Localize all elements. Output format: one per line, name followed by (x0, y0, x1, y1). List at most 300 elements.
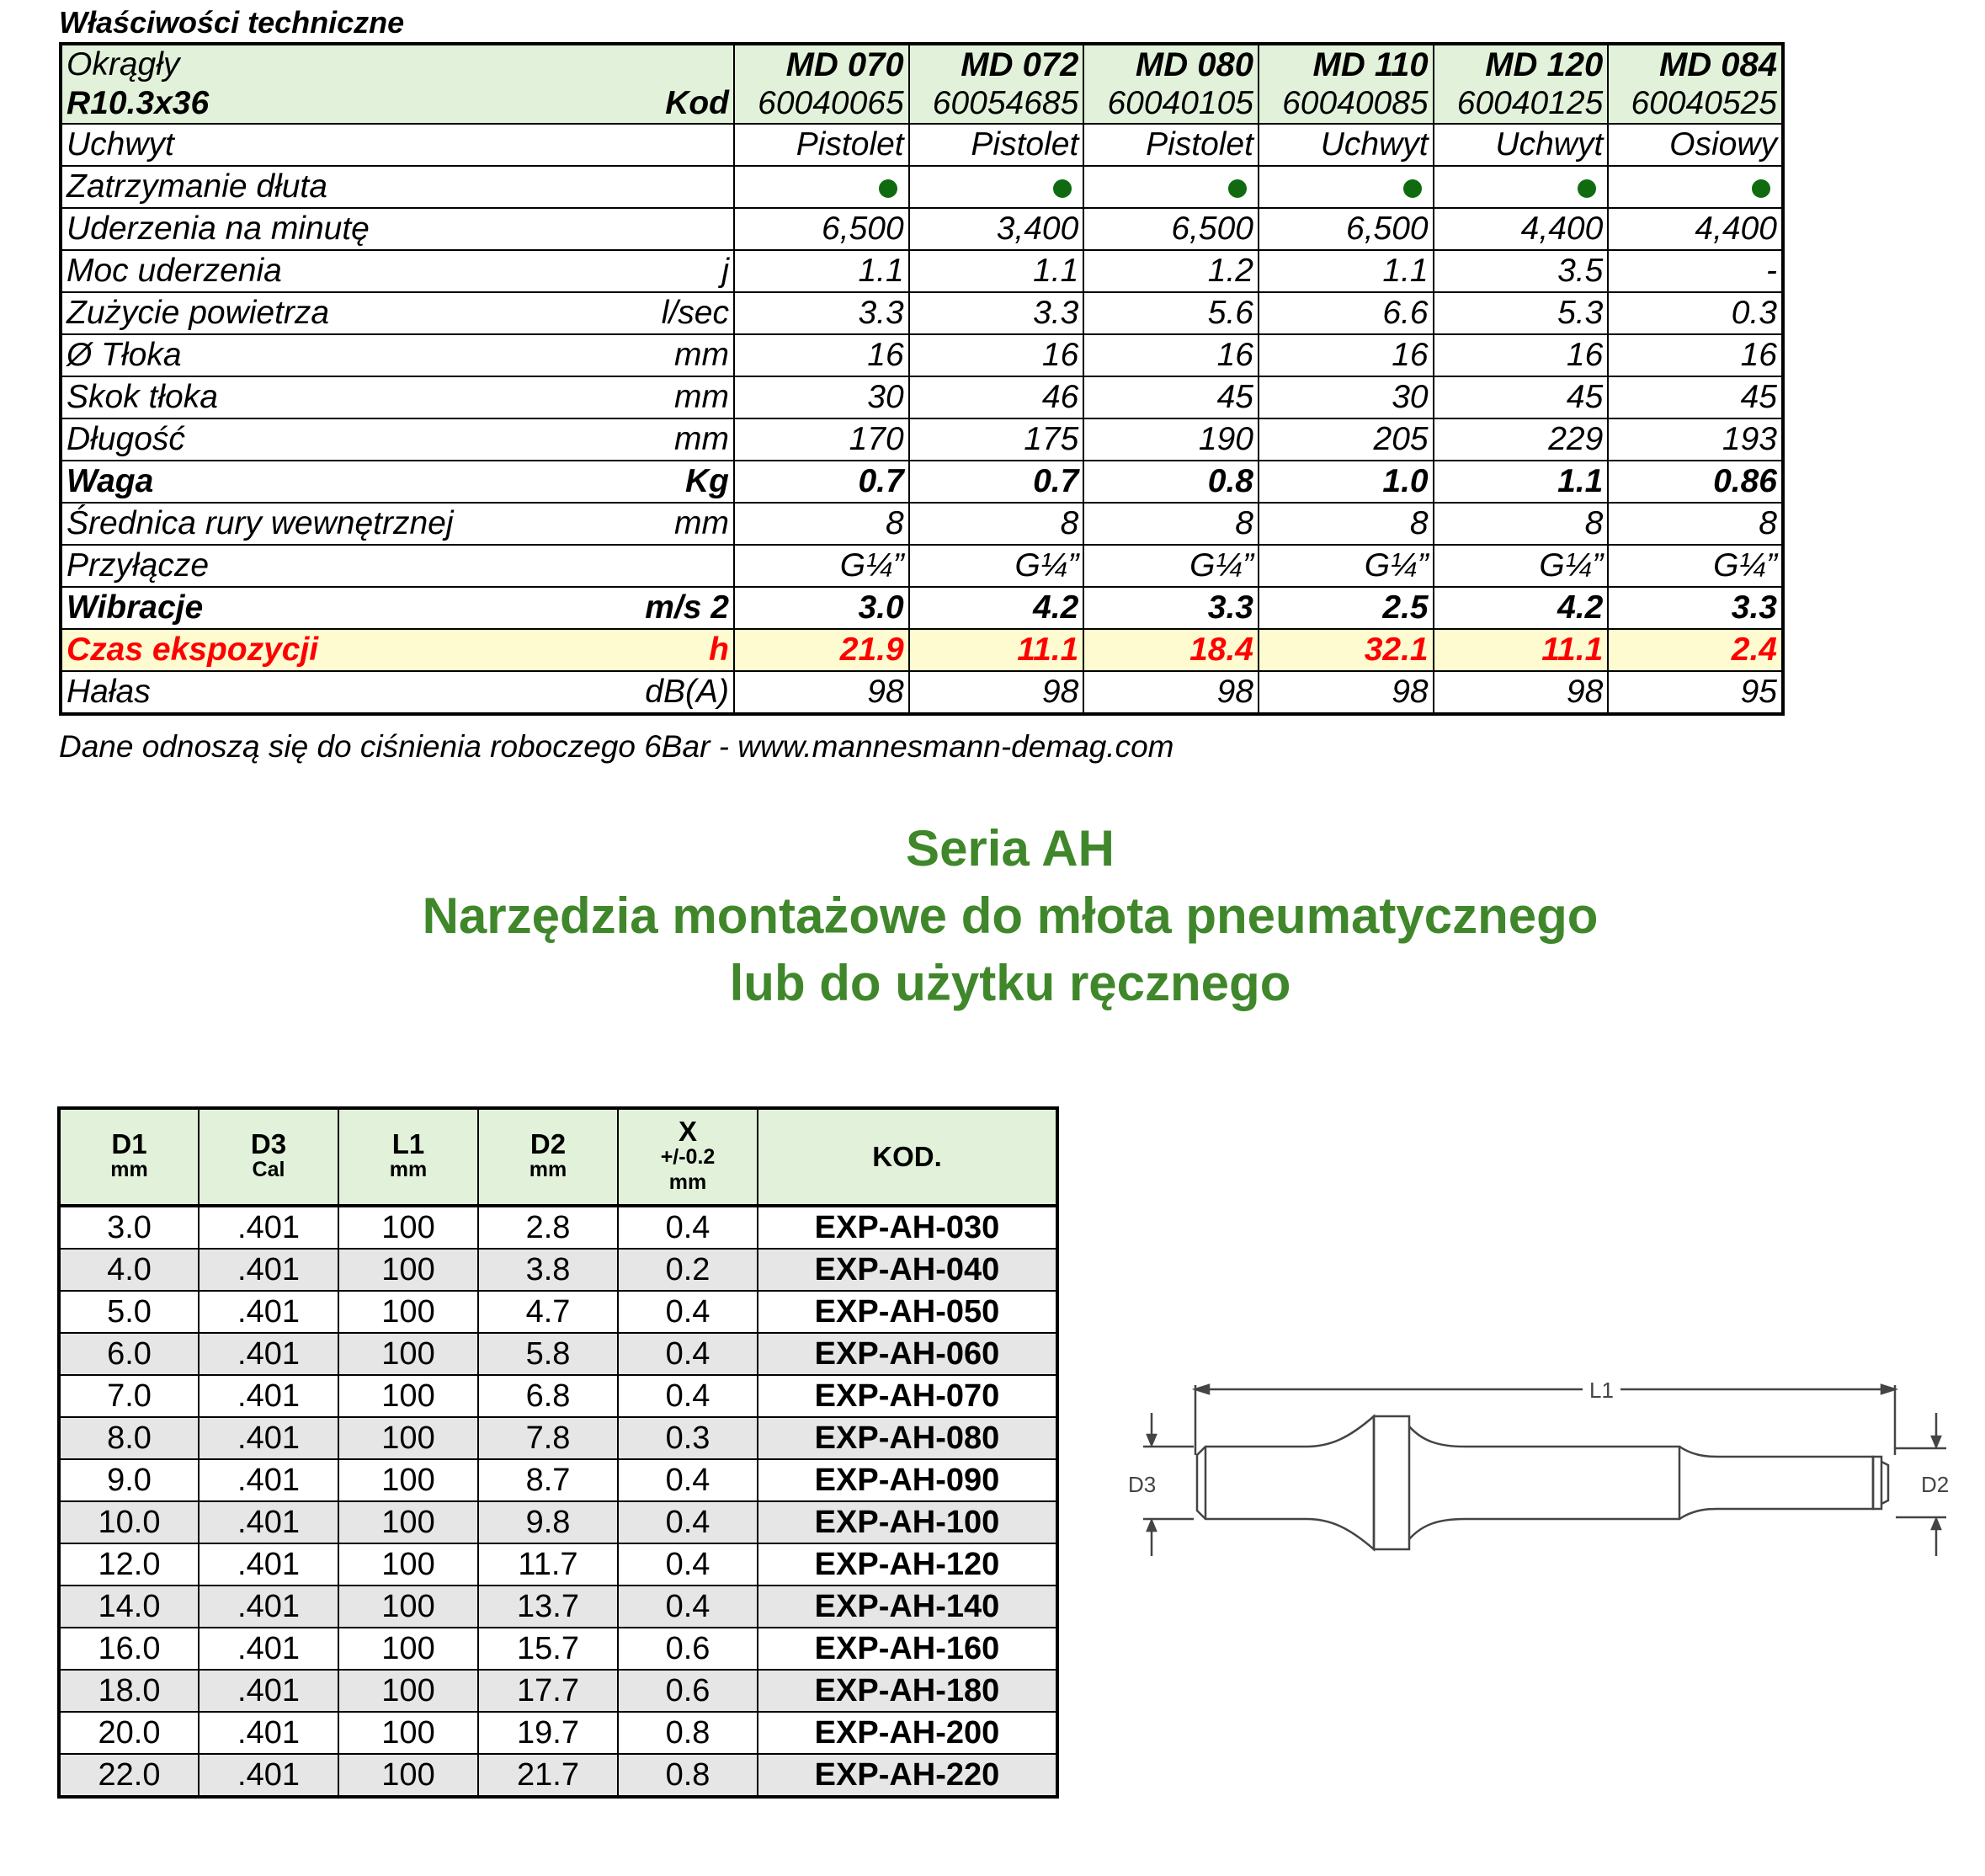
table-cell: 11.7 (478, 1543, 618, 1586)
ah-header-cell (59, 1108, 199, 1206)
table-cell: 18.0 (59, 1670, 199, 1712)
spec-row-label: Czas ekspozycji (67, 632, 319, 668)
spec-row-label: Moc uderzenia (67, 253, 282, 289)
table-cell: 0.4 (618, 1291, 758, 1333)
ah-header-title: D1 (111, 1128, 147, 1159)
spec-value: 3.5 (1434, 250, 1609, 292)
table-cell: 2.8 (478, 1206, 618, 1249)
table-cell: 0.6 (618, 1670, 758, 1712)
ah-header-unit: +/-0.2 (660, 1145, 716, 1169)
bullet-dot-icon (1403, 179, 1422, 198)
spec-row (61, 124, 1783, 166)
spec-row-unit: j (721, 253, 729, 289)
spec-value: 98 (1434, 671, 1609, 714)
spec-value: G¼” (909, 545, 1084, 587)
table-cell: 7.8 (478, 1417, 618, 1459)
spec-value: 170 (734, 418, 909, 461)
table-cell: .401 (199, 1291, 338, 1333)
table-cell: 6.8 (478, 1375, 618, 1417)
spec-row-label: Uderzenia na minutę (67, 211, 370, 247)
model-code: 60054685 (909, 84, 1084, 124)
spec-header-label-text: R10.3x36 (67, 85, 210, 121)
spec-row-label-wrap (67, 168, 729, 206)
spec-row-label-cell (61, 629, 734, 671)
spec-row-label: Wibracje (67, 589, 204, 626)
table-cell: 100 (338, 1501, 478, 1543)
spec-row-label-wrap (67, 546, 729, 585)
bullet-dot-icon (1752, 179, 1770, 198)
spec-row-unit: h (709, 632, 729, 668)
table-row (59, 1712, 1057, 1754)
spec-value: 32.1 (1259, 629, 1434, 671)
ah-header-unit-2: mm (668, 1170, 707, 1194)
table-cell: 0.2 (618, 1249, 758, 1291)
spec-value (734, 166, 909, 208)
ah-header-unit: Cal (252, 1158, 285, 1181)
spec-value: 98 (1083, 671, 1259, 714)
table-cell: 17.7 (478, 1670, 618, 1712)
model-name: MD 120 (1434, 44, 1609, 84)
table-cell: 0.8 (618, 1754, 758, 1797)
spec-value: 0.8 (1083, 461, 1259, 503)
product-code: EXP-AH-100 (758, 1501, 1057, 1543)
table-cell: .401 (199, 1375, 338, 1417)
spec-value: 16 (1259, 334, 1434, 376)
spec-header-models (61, 44, 1783, 84)
table-cell: 12.0 (59, 1543, 199, 1586)
spec-value: 45 (1083, 376, 1259, 418)
table-cell: .401 (199, 1206, 338, 1249)
spec-value: 0.86 (1608, 461, 1783, 503)
spec-value: 1.2 (1083, 250, 1259, 292)
spec-value: 45 (1608, 376, 1783, 418)
spec-row (61, 376, 1783, 418)
ah-table (57, 1106, 1059, 1799)
spec-row-label-wrap (67, 673, 729, 711)
spec-value: 16 (909, 334, 1084, 376)
table-cell: 0.4 (618, 1333, 758, 1375)
spec-value: 3.3 (1608, 587, 1783, 629)
spec-value: 11.1 (1434, 629, 1609, 671)
model-code: 60040065 (734, 84, 909, 124)
ah-header-cell (758, 1108, 1057, 1206)
table-cell: 100 (338, 1670, 478, 1712)
product-code: EXP-AH-080 (758, 1417, 1057, 1459)
spec-value (1608, 166, 1783, 208)
spec-row-label-wrap (67, 336, 729, 375)
spec-row-unit: Kg (685, 463, 729, 499)
spec-value: 18.4 (1083, 629, 1259, 671)
spec-value: G¼” (1434, 545, 1609, 587)
ah-header-unit: mm (389, 1158, 428, 1181)
table-row (59, 1291, 1057, 1333)
spec-value: 11.1 (909, 629, 1084, 671)
table-cell: 3.0 (59, 1206, 199, 1249)
table-cell: 0.6 (618, 1628, 758, 1670)
spec-row-unit: dB(A) (645, 674, 729, 710)
spec-value: 98 (734, 671, 909, 714)
spec-value: 0.3 (1608, 292, 1783, 334)
spec-value: 30 (734, 376, 909, 418)
table-cell: 9.8 (478, 1501, 618, 1543)
table-cell: 4.0 (59, 1249, 199, 1291)
spec-value: Pistolet (1083, 124, 1259, 166)
spec-row-label-wrap (67, 210, 729, 248)
model-name: MD 070 (734, 44, 909, 84)
table-row (59, 1586, 1057, 1628)
spec-value: 8 (909, 503, 1084, 545)
table-cell: 100 (338, 1628, 478, 1670)
spec-row-label-wrap (67, 504, 729, 543)
spec-row-label-cell (61, 503, 734, 545)
spec-value: 5.6 (1083, 292, 1259, 334)
spec-row (61, 334, 1783, 376)
spec-value: 6,500 (1083, 208, 1259, 250)
table-cell: 16.0 (59, 1628, 199, 1670)
table-cell: 3.8 (478, 1249, 618, 1291)
spec-value: 98 (1259, 671, 1434, 714)
product-code: EXP-AH-120 (758, 1543, 1057, 1586)
spec-value: 45 (1434, 376, 1609, 418)
spec-value: 3.0 (734, 587, 909, 629)
table-row (59, 1206, 1057, 1249)
table-cell: 8.7 (478, 1459, 618, 1501)
model-code: 60040125 (1434, 84, 1609, 124)
spec-value: 3,400 (909, 208, 1084, 250)
table-cell: 100 (338, 1586, 478, 1628)
spec-value: 16 (1083, 334, 1259, 376)
spec-value: 16 (734, 334, 909, 376)
table-cell: 0.8 (618, 1712, 758, 1754)
spec-value: 1.0 (1259, 461, 1434, 503)
model-name: MD 110 (1259, 44, 1434, 84)
product-code: EXP-AH-090 (758, 1459, 1057, 1501)
table-cell: 8.0 (59, 1417, 199, 1459)
spec-row-label-cell (61, 124, 734, 166)
table-cell: .401 (199, 1417, 338, 1459)
model-name: MD 072 (909, 44, 1084, 84)
heading-line-2: Narzędzia montażowe do młota pneumatycznego (422, 887, 1599, 944)
spec-value: 175 (909, 418, 1084, 461)
spec-row-label-cell (61, 334, 734, 376)
spec-value: Osiowy (1608, 124, 1783, 166)
table-cell: 100 (338, 1754, 478, 1797)
table-cell: .401 (199, 1501, 338, 1543)
footnote: Dane odnoszą się do ciśnienia roboczego 6Bar - www.mannesmann-demag.com (59, 729, 1174, 764)
spec-row (61, 629, 1783, 671)
product-code: EXP-AH-200 (758, 1712, 1057, 1754)
heading-line-1: Seria AH (906, 820, 1115, 877)
label-d2: D2 (1921, 1472, 1950, 1497)
spec-value: G¼” (1083, 545, 1259, 587)
spec-row (61, 418, 1783, 461)
spec-value: 30 (1259, 376, 1434, 418)
table-cell: 21.7 (478, 1754, 618, 1797)
table-row (59, 1417, 1057, 1459)
table-cell: 0.4 (618, 1206, 758, 1249)
spec-row (61, 292, 1783, 334)
model-name: MD 080 (1083, 44, 1259, 84)
spec-row-label: Ø Tłoka (67, 337, 182, 373)
table-cell: 14.0 (59, 1586, 199, 1628)
spec-value: 8 (1434, 503, 1609, 545)
model-code: 60040525 (1608, 84, 1783, 124)
model-code: 60040105 (1083, 84, 1259, 124)
product-code: EXP-AH-220 (758, 1754, 1057, 1797)
label-l1: L1 (1589, 1378, 1614, 1403)
table-cell: 100 (338, 1459, 478, 1501)
spec-value: 8 (1608, 503, 1783, 545)
spec-value: 6,500 (1259, 208, 1434, 250)
product-code: EXP-AH-050 (758, 1291, 1057, 1333)
table-cell: .401 (199, 1249, 338, 1291)
table-cell: 5.0 (59, 1291, 199, 1333)
ah-header-title: L1 (391, 1128, 425, 1159)
spec-value: 0.7 (734, 461, 909, 503)
spec-value: 3.3 (909, 292, 1084, 334)
table-row (59, 1375, 1057, 1417)
spec-value: 8 (734, 503, 909, 545)
spec-value (909, 166, 1084, 208)
table-row (59, 1459, 1057, 1501)
spec-value: 4,400 (1434, 208, 1609, 250)
spec-value (1259, 166, 1434, 208)
spec-row-label-wrap (67, 294, 729, 333)
spec-value: 21.9 (734, 629, 909, 671)
spec-row (61, 461, 1783, 503)
table-cell: .401 (199, 1670, 338, 1712)
spec-row-unit: mm (674, 421, 729, 457)
spec-value: 3.3 (734, 292, 909, 334)
series-heading (0, 815, 1985, 1017)
table-cell: 5.8 (478, 1333, 618, 1375)
spec-table (59, 42, 1785, 716)
table-cell: 4.7 (478, 1291, 618, 1333)
ah-header-unit: mm (110, 1158, 148, 1181)
spec-value: 2.4 (1608, 629, 1783, 671)
spec-row-label-cell (61, 376, 734, 418)
spec-value: 3.3 (1083, 587, 1259, 629)
spec-row-label: Zużycie powietrza (67, 295, 330, 331)
section-title: Właściwości techniczne (59, 5, 405, 40)
product-code: EXP-AH-180 (758, 1670, 1057, 1712)
spec-row-label: Waga (67, 463, 154, 499)
table-cell: .401 (199, 1628, 338, 1670)
spec-row-unit: mm (674, 379, 729, 415)
table-row (59, 1754, 1057, 1797)
table-cell: 100 (338, 1712, 478, 1754)
table-cell: 0.4 (618, 1501, 758, 1543)
spec-row-label-wrap (67, 125, 729, 164)
spec-row (61, 545, 1783, 587)
table-cell: 100 (338, 1291, 478, 1333)
spec-value: 1.1 (734, 250, 909, 292)
spec-header-label-2 (61, 84, 734, 124)
table-cell: .401 (199, 1333, 338, 1375)
table-cell: 0.3 (618, 1417, 758, 1459)
spec-value: 8 (1259, 503, 1434, 545)
spec-value: 4,400 (1608, 208, 1783, 250)
spec-value: Uchwyt (1259, 124, 1434, 166)
spec-row-label-wrap (67, 252, 729, 290)
spec-row-label-cell (61, 292, 734, 334)
heading-line-3: lub do użytku ręcznego (729, 955, 1291, 1011)
table-cell: 100 (338, 1333, 478, 1375)
table-cell: 100 (338, 1249, 478, 1291)
code-label: Kod (665, 85, 729, 121)
ah-header-title: KOD. (872, 1141, 942, 1172)
spec-value: Uchwyt (1434, 124, 1609, 166)
spec-value: 1.1 (909, 250, 1084, 292)
spec-value: 0.7 (909, 461, 1084, 503)
spec-row-label-cell (61, 461, 734, 503)
ah-header-row (59, 1108, 1057, 1206)
spec-value: 6.6 (1259, 292, 1434, 334)
spec-row-label: Zatrzymanie dłuta (67, 168, 327, 205)
spec-row-label: Skok tłoka (67, 379, 218, 415)
table-cell: 0.4 (618, 1459, 758, 1501)
spec-row-label-wrap (67, 420, 729, 459)
spec-row-label: Uchwyt (67, 126, 174, 163)
table-cell: 20.0 (59, 1712, 199, 1754)
table-cell: 13.7 (478, 1586, 618, 1628)
label-d3: D3 (1128, 1472, 1157, 1497)
spec-value: 8 (1083, 503, 1259, 545)
table-cell: 0.4 (618, 1586, 758, 1628)
spec-value: Pistolet (909, 124, 1084, 166)
ah-header-cell (618, 1108, 758, 1206)
table-cell: 0.4 (618, 1543, 758, 1586)
spec-row (61, 503, 1783, 545)
spec-value: 4.2 (909, 587, 1084, 629)
spec-value: G¼” (734, 545, 909, 587)
spec-value: 16 (1608, 334, 1783, 376)
product-code: EXP-AH-040 (758, 1249, 1057, 1291)
table-cell: .401 (199, 1712, 338, 1754)
table-cell: 15.7 (478, 1628, 618, 1670)
product-code: EXP-AH-160 (758, 1628, 1057, 1670)
spec-value: G¼” (1259, 545, 1434, 587)
spec-value: 205 (1259, 418, 1434, 461)
spec-row-label-wrap (67, 589, 729, 627)
spec-value: 2.5 (1259, 587, 1434, 629)
spec-row-label-cell (61, 545, 734, 587)
spec-value: G¼” (1608, 545, 1783, 587)
table-cell: 100 (338, 1206, 478, 1249)
product-code: EXP-AH-140 (758, 1586, 1057, 1628)
spec-value: 190 (1083, 418, 1259, 461)
table-cell: 100 (338, 1375, 478, 1417)
spec-row-label-cell (61, 250, 734, 292)
ah-header-cell (478, 1108, 618, 1206)
table-cell: 10.0 (59, 1501, 199, 1543)
spec-row-unit: m/s 2 (645, 589, 729, 626)
spec-header-codes (61, 84, 1783, 124)
bullet-dot-icon (879, 179, 897, 198)
spec-value: 193 (1608, 418, 1783, 461)
spec-row (61, 166, 1783, 208)
spec-row-unit: mm (674, 505, 729, 541)
table-row (59, 1543, 1057, 1586)
spec-value (1434, 166, 1609, 208)
spec-row-label: Przyłącze (67, 547, 210, 584)
spec-row-label-cell (61, 208, 734, 250)
spec-row-label-cell (61, 671, 734, 714)
spec-value: 6,500 (734, 208, 909, 250)
table-cell: .401 (199, 1459, 338, 1501)
product-code: EXP-AH-030 (758, 1206, 1057, 1249)
model-name: MD 084 (1608, 44, 1783, 84)
table-row (59, 1333, 1057, 1375)
table-cell: .401 (199, 1586, 338, 1628)
ah-header-cell (199, 1108, 338, 1206)
spec-value: 46 (909, 376, 1084, 418)
spec-value: 4.2 (1434, 587, 1609, 629)
table-cell: 7.0 (59, 1375, 199, 1417)
table-cell: 19.7 (478, 1712, 618, 1754)
spec-value: 1.1 (1259, 250, 1434, 292)
spec-value: 95 (1608, 671, 1783, 714)
spec-value: 16 (1434, 334, 1609, 376)
table-cell: 100 (338, 1543, 478, 1586)
table-row (59, 1249, 1057, 1291)
ah-header-title: X (678, 1116, 697, 1147)
spec-value: 5.3 (1434, 292, 1609, 334)
bullet-dot-icon (1053, 179, 1072, 198)
table-row (59, 1501, 1057, 1543)
table-cell: .401 (199, 1543, 338, 1586)
bullet-dot-icon (1578, 179, 1596, 198)
spec-header-label-wrap (67, 85, 729, 122)
table-row (59, 1628, 1057, 1670)
product-code: EXP-AH-070 (758, 1375, 1057, 1417)
ah-header-title: D2 (530, 1128, 567, 1159)
spec-row-label-cell (61, 166, 734, 208)
ah-header-title: D3 (250, 1128, 287, 1159)
table-cell: .401 (199, 1754, 338, 1797)
spec-row-label: Hałas (67, 674, 151, 710)
spec-value: - (1608, 250, 1783, 292)
spec-row (61, 208, 1783, 250)
spec-row (61, 587, 1783, 629)
spec-row-label-wrap (67, 378, 729, 417)
model-code: 60040085 (1259, 84, 1434, 124)
table-cell: 100 (338, 1417, 478, 1459)
ah-header-cell (338, 1108, 478, 1206)
tool-diagram (1128, 1364, 1961, 1608)
spec-row-label: Długość (67, 421, 185, 457)
spec-row-label-wrap (67, 631, 729, 669)
spec-row-label-cell (61, 418, 734, 461)
spec-row-label-wrap (67, 462, 729, 501)
table-cell: 22.0 (59, 1754, 199, 1797)
spec-row-label-cell (61, 587, 734, 629)
spec-row (61, 250, 1783, 292)
table-cell: 9.0 (59, 1459, 199, 1501)
spec-header-label-1: Okrągły (61, 44, 734, 84)
spec-row-unit: mm (674, 337, 729, 373)
spec-row (61, 671, 1783, 714)
spec-row-unit: l/sec (661, 295, 729, 331)
spec-value (1083, 166, 1259, 208)
table-row (59, 1670, 1057, 1712)
spec-value: 229 (1434, 418, 1609, 461)
table-cell: 0.4 (618, 1375, 758, 1417)
spec-value: 98 (909, 671, 1084, 714)
spec-row-label: Średnica rury wewnętrznej (67, 505, 454, 541)
spec-value: 1.1 (1434, 461, 1609, 503)
bullet-dot-icon (1228, 179, 1247, 198)
